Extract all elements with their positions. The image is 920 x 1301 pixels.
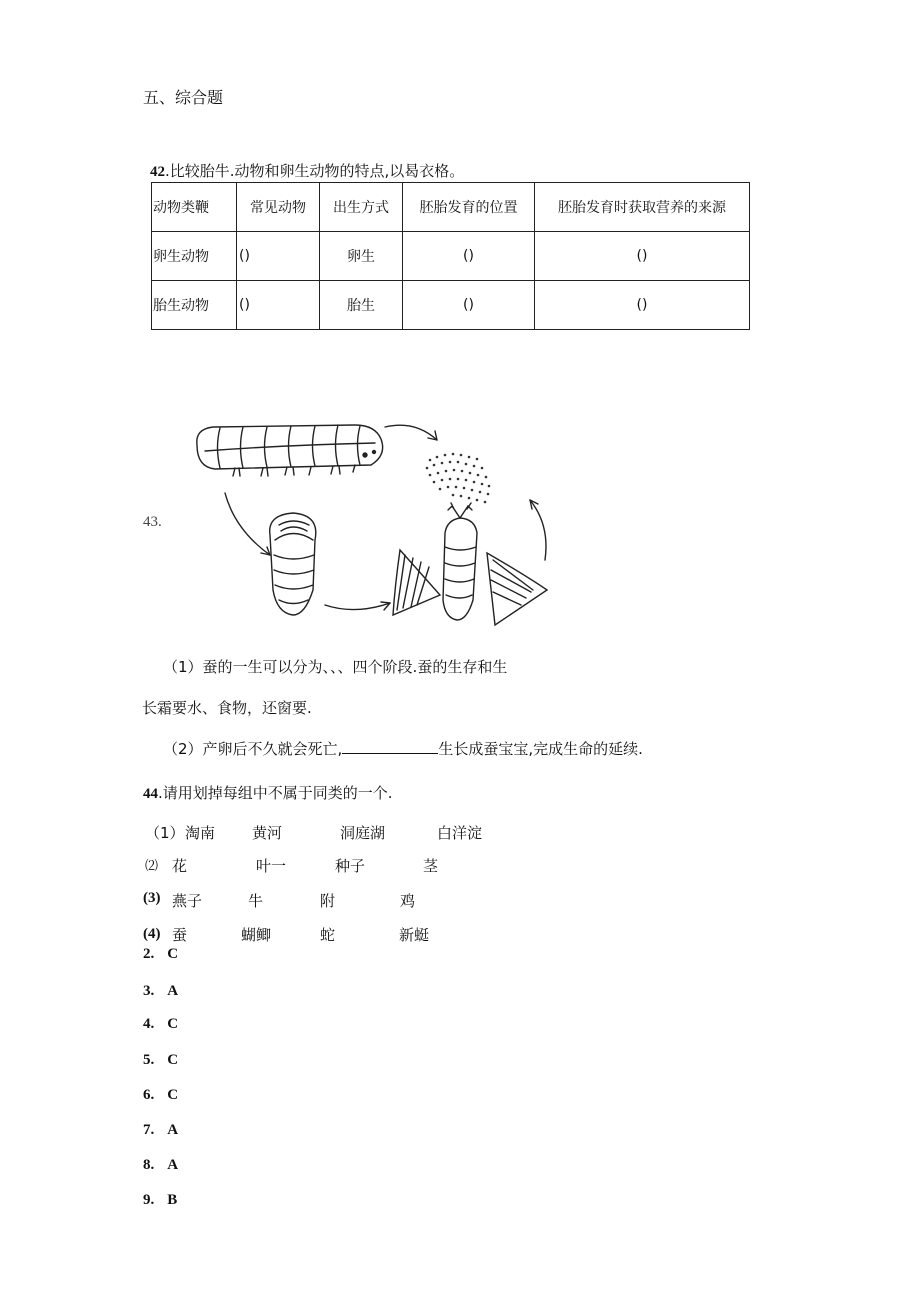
group-item: 花 <box>172 857 188 875</box>
group-item: 蝴鲫 <box>241 926 272 944</box>
group-item: 鸡 <box>400 892 416 910</box>
group-item: 蛇 <box>320 926 336 944</box>
group-label: ⑵ <box>145 859 159 874</box>
question-42-prompt <box>150 160 464 181</box>
question-44-prompt <box>143 782 393 803</box>
table-header-cell: 出生方式 <box>320 183 403 232</box>
group-item: 黄河 <box>252 824 283 842</box>
answer-number: 5. <box>143 1052 155 1068</box>
group-item: 淘南 <box>185 824 216 842</box>
question-number: 42 <box>150 164 165 180</box>
answer-item <box>143 1157 178 1174</box>
answer-value: B <box>167 1192 178 1208</box>
group-item: 牛 <box>248 892 264 910</box>
part2-text-after: 生长成蚕宝宝,完成生命的延续. <box>438 740 643 758</box>
answer-number: 3. <box>143 983 155 999</box>
group-item: 叶一 <box>256 857 287 875</box>
answer-number: 2. <box>143 946 155 962</box>
answer-value: A <box>167 983 179 999</box>
answer-item <box>143 1016 178 1033</box>
table-header-cell: 胚胎发育时获取营养的来源 <box>535 183 750 232</box>
arrow-icon <box>225 493 270 555</box>
question-43-part1-line2: 长霜要水、食物，还窗要. <box>142 699 312 717</box>
answer-item <box>143 1087 178 1104</box>
answer-number: 8. <box>143 1157 155 1173</box>
table-header-row <box>152 183 750 232</box>
answer-item <box>143 1052 178 1069</box>
table-cell: 胎生动物 <box>152 281 237 330</box>
table-cell: () <box>535 232 750 281</box>
answer-number: 6. <box>143 1087 155 1103</box>
table-row <box>152 281 750 330</box>
section-title: 五、综合题 <box>143 88 224 107</box>
question-43-number: 43. <box>143 514 162 530</box>
group-item: 种子 <box>335 857 366 875</box>
question-number: 44 <box>143 786 158 802</box>
answer-value: C <box>167 1016 179 1032</box>
question-text: .请用划掉每组中不属于同类的一个. <box>158 784 393 802</box>
answer-item <box>143 1122 178 1139</box>
table-header-cell: 常见动物 <box>237 183 320 232</box>
table-cell: 胎生 <box>320 281 403 330</box>
group-label: (4) <box>143 926 161 942</box>
moth-icon <box>393 503 547 625</box>
group-item: 燕子 <box>172 892 203 910</box>
table-cell: 卵生动物 <box>152 232 237 281</box>
answer-item <box>143 946 178 963</box>
answer-number: 9. <box>143 1192 155 1208</box>
question-43-part1-line1: （1）蚕的一生可以分为、、、四个阶段.蚕的生存和生 <box>163 658 508 676</box>
question-43-part2 <box>163 738 643 759</box>
group-item: 新蜓 <box>399 926 430 944</box>
answer-item <box>143 983 178 1000</box>
table-cell: () <box>535 281 750 330</box>
eggs-icon <box>426 453 491 504</box>
question-text: .比较胎牛.动物和卵生动物的特点,以曷衣格。 <box>165 162 465 180</box>
cocoon-icon <box>270 513 316 615</box>
answer-value: C <box>167 1052 179 1068</box>
group-label: （1） <box>145 824 185 842</box>
group-item: 茎 <box>423 857 439 875</box>
group-item: 附 <box>320 892 336 910</box>
group-label: (3) <box>143 890 161 906</box>
table-header-cell: 动物类鞭 <box>152 183 237 232</box>
table-cell: 卵生 <box>320 232 403 281</box>
answer-value: A <box>167 1157 179 1173</box>
larva-icon <box>197 425 383 476</box>
table-cell: () <box>237 281 320 330</box>
comparison-table <box>151 182 750 330</box>
table-cell: () <box>237 232 320 281</box>
group-item: 洞庭湖 <box>340 824 386 842</box>
group-item: 蚕 <box>172 926 188 944</box>
arrow-icon <box>325 603 390 610</box>
answer-value: C <box>167 1087 179 1103</box>
silkworm-life-cycle-figure <box>175 415 555 630</box>
answer-number: 7. <box>143 1122 155 1138</box>
group-item: 白洋淀 <box>437 824 483 842</box>
table-cell: () <box>403 281 535 330</box>
table-cell: () <box>403 232 535 281</box>
answer-value: C <box>167 946 179 962</box>
answer-value: A <box>167 1122 179 1138</box>
answer-number: 4. <box>143 1016 155 1032</box>
table-header-cell: 胚胎发育的位置 <box>403 183 535 232</box>
part2-text-before: （2）产卵后不久就会死亡, <box>163 740 343 758</box>
table-row <box>152 232 750 281</box>
answer-blank[interactable] <box>342 740 438 754</box>
answer-item <box>143 1192 177 1209</box>
